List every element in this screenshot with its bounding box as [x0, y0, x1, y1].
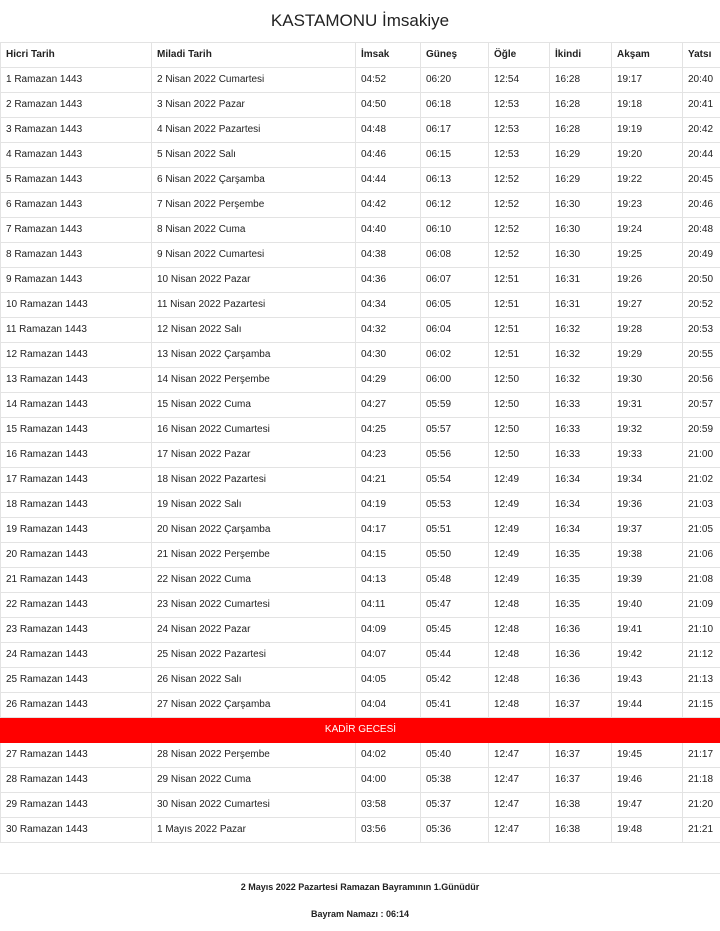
gunes-time-cell: 06:12 — [421, 193, 489, 218]
imsak-time-cell: 04:23 — [356, 443, 421, 468]
imsak-time-cell: 04:17 — [356, 518, 421, 543]
yatsi-time-cell: 21:09 — [683, 593, 720, 618]
yatsi-time-cell: 21:13 — [683, 668, 720, 693]
yatsi-time-cell: 21:15 — [683, 693, 720, 718]
hicri-date-cell: 7 Ramazan 1443 — [1, 218, 152, 243]
imsak-time-cell: 04:05 — [356, 668, 421, 693]
ogle-time-cell: 12:50 — [489, 368, 550, 393]
gunes-time-cell: 05:53 — [421, 493, 489, 518]
yatsi-time-cell: 21:18 — [683, 768, 720, 793]
table-row — [1, 93, 720, 118]
aksam-time-cell: 19:48 — [612, 818, 683, 843]
table-row — [1, 643, 720, 668]
aksam-time-cell: 19:40 — [612, 593, 683, 618]
gunes-time-cell: 05:48 — [421, 568, 489, 593]
aksam-time-cell: 19:38 — [612, 543, 683, 568]
gunes-time-cell: 05:45 — [421, 618, 489, 643]
ikindi-time-cell: 16:31 — [550, 268, 612, 293]
gunes-time-cell: 05:36 — [421, 818, 489, 843]
ikindi-time-cell: 16:38 — [550, 818, 612, 843]
imsak-time-cell: 04:13 — [356, 568, 421, 593]
ogle-time-cell: 12:53 — [489, 93, 550, 118]
hicri-date-cell: 19 Ramazan 1443 — [1, 518, 152, 543]
miladi-date-cell: 8 Nisan 2022 Cuma — [152, 218, 356, 243]
ikindi-time-cell: 16:35 — [550, 568, 612, 593]
hicri-date-cell: 24 Ramazan 1443 — [1, 643, 152, 668]
yatsi-time-cell: 20:44 — [683, 143, 720, 168]
ogle-time-cell: 12:51 — [489, 268, 550, 293]
hicri-date-cell: 2 Ramazan 1443 — [1, 93, 152, 118]
miladi-date-cell: 16 Nisan 2022 Cumartesi — [152, 418, 356, 443]
miladi-date-cell: 15 Nisan 2022 Cuma — [152, 393, 356, 418]
imsak-time-cell: 04:46 — [356, 143, 421, 168]
gunes-time-cell: 06:08 — [421, 243, 489, 268]
gunes-time-cell: 05:54 — [421, 468, 489, 493]
table-row — [1, 243, 720, 268]
ogle-time-cell: 12:48 — [489, 593, 550, 618]
aksam-time-cell: 19:34 — [612, 468, 683, 493]
ogle-time-cell: 12:54 — [489, 68, 550, 93]
yatsi-time-cell: 20:53 — [683, 318, 720, 343]
ikindi-time-cell: 16:30 — [550, 243, 612, 268]
gunes-time-cell: 06:15 — [421, 143, 489, 168]
aksam-time-cell: 19:17 — [612, 68, 683, 93]
hicri-date-cell: 28 Ramazan 1443 — [1, 768, 152, 793]
yatsi-time-cell: 20:50 — [683, 268, 720, 293]
aksam-time-cell: 19:28 — [612, 318, 683, 343]
hicri-date-cell: 30 Ramazan 1443 — [1, 818, 152, 843]
ikindi-time-cell: 16:30 — [550, 193, 612, 218]
gunes-time-cell: 06:17 — [421, 118, 489, 143]
gunes-time-cell: 06:05 — [421, 293, 489, 318]
gunes-time-cell: 05:37 — [421, 793, 489, 818]
hicri-date-cell: 1 Ramazan 1443 — [1, 68, 152, 93]
imsak-time-cell: 04:52 — [356, 68, 421, 93]
yatsi-time-cell: 20:55 — [683, 343, 720, 368]
gunes-time-cell: 05:56 — [421, 443, 489, 468]
hicri-date-cell: 22 Ramazan 1443 — [1, 593, 152, 618]
aksam-time-cell: 19:23 — [612, 193, 683, 218]
miladi-date-cell: 25 Nisan 2022 Pazartesi — [152, 643, 356, 668]
aksam-time-cell: 19:37 — [612, 518, 683, 543]
gunes-time-cell: 06:10 — [421, 218, 489, 243]
hicri-date-cell: 5 Ramazan 1443 — [1, 168, 152, 193]
yatsi-time-cell: 20:52 — [683, 293, 720, 318]
ikindi-time-cell: 16:31 — [550, 293, 612, 318]
yatsi-time-cell: 20:49 — [683, 243, 720, 268]
table-row — [1, 443, 720, 468]
miladi-date-cell: 29 Nisan 2022 Cuma — [152, 768, 356, 793]
yatsi-time-cell: 21:20 — [683, 793, 720, 818]
hicri-date-cell: 12 Ramazan 1443 — [1, 343, 152, 368]
table-row — [1, 568, 720, 593]
imsak-time-cell: 04:38 — [356, 243, 421, 268]
imsak-time-cell: 04:19 — [356, 493, 421, 518]
miladi-date-cell: 7 Nisan 2022 Perşembe — [152, 193, 356, 218]
ikindi-time-cell: 16:28 — [550, 118, 612, 143]
imsak-time-cell: 04:40 — [356, 218, 421, 243]
miladi-date-cell: 18 Nisan 2022 Pazartesi — [152, 468, 356, 493]
miladi-date-cell: 19 Nisan 2022 Salı — [152, 493, 356, 518]
yatsi-time-cell: 21:12 — [683, 643, 720, 668]
table-row — [1, 618, 720, 643]
table-row — [1, 218, 720, 243]
footer — [0, 873, 720, 931]
aksam-time-cell: 19:30 — [612, 368, 683, 393]
hicri-date-cell: 8 Ramazan 1443 — [1, 243, 152, 268]
ikindi-time-cell: 16:34 — [550, 518, 612, 543]
table-row — [1, 268, 720, 293]
ogle-time-cell: 12:53 — [489, 143, 550, 168]
gunes-time-cell: 06:18 — [421, 93, 489, 118]
miladi-date-cell: 5 Nisan 2022 Salı — [152, 143, 356, 168]
hicri-date-cell: 17 Ramazan 1443 — [1, 468, 152, 493]
table-row — [1, 493, 720, 518]
table-header-row — [1, 43, 720, 68]
table-row — [1, 143, 720, 168]
gunes-time-cell: 05:40 — [421, 743, 489, 768]
aksam-time-cell: 19:20 — [612, 143, 683, 168]
aksam-time-cell: 19:19 — [612, 118, 683, 143]
miladi-date-cell: 23 Nisan 2022 Cumartesi — [152, 593, 356, 618]
hicri-date-cell: 15 Ramazan 1443 — [1, 418, 152, 443]
bayram-note: 2 Mayıs 2022 Pazartesi Ramazan Bayramının 1.Günüdür — [0, 882, 720, 892]
miladi-date-cell: 10 Nisan 2022 Pazar — [152, 268, 356, 293]
column-header-miladi: Miladi Tarih — [152, 43, 356, 68]
yatsi-time-cell: 21:02 — [683, 468, 720, 493]
aksam-time-cell: 19:44 — [612, 693, 683, 718]
miladi-date-cell: 9 Nisan 2022 Cumartesi — [152, 243, 356, 268]
yatsi-time-cell: 21:00 — [683, 443, 720, 468]
miladi-date-cell: 12 Nisan 2022 Salı — [152, 318, 356, 343]
gunes-time-cell: 05:50 — [421, 543, 489, 568]
imsak-time-cell: 04:50 — [356, 93, 421, 118]
table-row — [1, 368, 720, 393]
miladi-date-cell: 27 Nisan 2022 Çarşamba — [152, 693, 356, 718]
miladi-date-cell: 13 Nisan 2022 Çarşamba — [152, 343, 356, 368]
miladi-date-cell: 11 Nisan 2022 Pazartesi — [152, 293, 356, 318]
ogle-time-cell: 12:50 — [489, 418, 550, 443]
yatsi-time-cell: 20:45 — [683, 168, 720, 193]
table-row — [1, 193, 720, 218]
ogle-time-cell: 12:49 — [489, 518, 550, 543]
gunes-time-cell: 05:44 — [421, 643, 489, 668]
column-header-hicri: Hicri Tarih — [1, 43, 152, 68]
miladi-date-cell: 24 Nisan 2022 Pazar — [152, 618, 356, 643]
aksam-time-cell: 19:29 — [612, 343, 683, 368]
ikindi-time-cell: 16:34 — [550, 468, 612, 493]
hicri-date-cell: 14 Ramazan 1443 — [1, 393, 152, 418]
table-row — [1, 168, 720, 193]
ikindi-time-cell: 16:29 — [550, 143, 612, 168]
ogle-time-cell: 12:50 — [489, 443, 550, 468]
aksam-time-cell: 19:33 — [612, 443, 683, 468]
imsak-time-cell: 04:04 — [356, 693, 421, 718]
ogle-time-cell: 12:49 — [489, 468, 550, 493]
imsak-time-cell: 04:29 — [356, 368, 421, 393]
imsak-time-cell: 04:00 — [356, 768, 421, 793]
imsak-time-cell: 04:25 — [356, 418, 421, 443]
gunes-time-cell: 06:20 — [421, 68, 489, 93]
ogle-time-cell: 12:51 — [489, 318, 550, 343]
aksam-time-cell: 19:25 — [612, 243, 683, 268]
gunes-time-cell: 06:13 — [421, 168, 489, 193]
yatsi-time-cell: 21:10 — [683, 618, 720, 643]
gunes-time-cell: 05:57 — [421, 418, 489, 443]
miladi-date-cell: 6 Nisan 2022 Çarşamba — [152, 168, 356, 193]
table-row — [1, 793, 720, 818]
column-header-yatsi: Yatsı — [683, 43, 720, 68]
ogle-time-cell: 12:51 — [489, 293, 550, 318]
gunes-time-cell: 05:59 — [421, 393, 489, 418]
ikindi-time-cell: 16:36 — [550, 668, 612, 693]
ogle-time-cell: 12:52 — [489, 218, 550, 243]
ikindi-time-cell: 16:37 — [550, 693, 612, 718]
imsak-time-cell: 04:32 — [356, 318, 421, 343]
table-row — [1, 693, 720, 718]
miladi-date-cell: 3 Nisan 2022 Pazar — [152, 93, 356, 118]
yatsi-time-cell: 20:42 — [683, 118, 720, 143]
aksam-time-cell: 19:31 — [612, 393, 683, 418]
aksam-time-cell: 19:24 — [612, 218, 683, 243]
miladi-date-cell: 20 Nisan 2022 Çarşamba — [152, 518, 356, 543]
miladi-date-cell: 26 Nisan 2022 Salı — [152, 668, 356, 693]
ikindi-time-cell: 16:33 — [550, 443, 612, 468]
hicri-date-cell: 29 Ramazan 1443 — [1, 793, 152, 818]
imsak-time-cell: 04:02 — [356, 743, 421, 768]
ogle-time-cell: 12:48 — [489, 693, 550, 718]
ikindi-time-cell: 16:29 — [550, 168, 612, 193]
aksam-time-cell: 19:41 — [612, 618, 683, 643]
imsak-time-cell: 03:58 — [356, 793, 421, 818]
table-row — [1, 543, 720, 568]
aksam-time-cell: 19:18 — [612, 93, 683, 118]
table-row — [1, 468, 720, 493]
hicri-date-cell: 13 Ramazan 1443 — [1, 368, 152, 393]
imsak-time-cell: 04:48 — [356, 118, 421, 143]
ikindi-time-cell: 16:33 — [550, 393, 612, 418]
table-row — [1, 68, 720, 93]
table-row — [1, 593, 720, 618]
aksam-time-cell: 19:47 — [612, 793, 683, 818]
gunes-time-cell: 06:02 — [421, 343, 489, 368]
miladi-date-cell: 17 Nisan 2022 Pazar — [152, 443, 356, 468]
ikindi-time-cell: 16:35 — [550, 593, 612, 618]
hicri-date-cell: 10 Ramazan 1443 — [1, 293, 152, 318]
imsak-time-cell: 04:42 — [356, 193, 421, 218]
aksam-time-cell: 19:36 — [612, 493, 683, 518]
column-header-gunes: Güneş — [421, 43, 489, 68]
table-row — [1, 393, 720, 418]
aksam-time-cell: 19:46 — [612, 768, 683, 793]
miladi-date-cell: 14 Nisan 2022 Perşembe — [152, 368, 356, 393]
table-row — [1, 318, 720, 343]
ikindi-time-cell: 16:36 — [550, 618, 612, 643]
ogle-time-cell: 12:51 — [489, 343, 550, 368]
ogle-time-cell: 12:49 — [489, 493, 550, 518]
yatsi-time-cell: 21:06 — [683, 543, 720, 568]
gunes-time-cell: 05:41 — [421, 693, 489, 718]
table-row — [1, 343, 720, 368]
ikindi-time-cell: 16:37 — [550, 743, 612, 768]
column-header-imsak: İmsak — [356, 43, 421, 68]
ogle-time-cell: 12:50 — [489, 393, 550, 418]
yatsi-time-cell: 20:57 — [683, 393, 720, 418]
hicri-date-cell: 9 Ramazan 1443 — [1, 268, 152, 293]
ikindi-time-cell: 16:36 — [550, 643, 612, 668]
miladi-date-cell: 28 Nisan 2022 Perşembe — [152, 743, 356, 768]
table-row — [1, 118, 720, 143]
yatsi-time-cell: 21:08 — [683, 568, 720, 593]
hicri-date-cell: 25 Ramazan 1443 — [1, 668, 152, 693]
kadir-gecesi-row — [1, 718, 720, 743]
page-title: KASTAMONU İmsakiye — [0, 8, 720, 34]
hicri-date-cell: 27 Ramazan 1443 — [1, 743, 152, 768]
imsak-time-cell: 03:56 — [356, 818, 421, 843]
hicri-date-cell: 23 Ramazan 1443 — [1, 618, 152, 643]
ikindi-time-cell: 16:28 — [550, 93, 612, 118]
yatsi-time-cell: 20:56 — [683, 368, 720, 393]
imsak-time-cell: 04:11 — [356, 593, 421, 618]
ikindi-time-cell: 16:34 — [550, 493, 612, 518]
yatsi-time-cell: 20:41 — [683, 93, 720, 118]
table-row — [1, 668, 720, 693]
column-header-aksam: Akşam — [612, 43, 683, 68]
ogle-time-cell: 12:48 — [489, 668, 550, 693]
ikindi-time-cell: 16:35 — [550, 543, 612, 568]
yatsi-time-cell: 20:59 — [683, 418, 720, 443]
imsakiye-table — [0, 42, 720, 843]
yatsi-time-cell: 21:21 — [683, 818, 720, 843]
gunes-time-cell: 05:42 — [421, 668, 489, 693]
ogle-time-cell: 12:47 — [489, 818, 550, 843]
bayram-namazi: Bayram Namazı : 06:14 — [0, 909, 720, 919]
ogle-time-cell: 12:47 — [489, 768, 550, 793]
ogle-time-cell: 12:52 — [489, 168, 550, 193]
imsak-time-cell: 04:07 — [356, 643, 421, 668]
gunes-time-cell: 06:00 — [421, 368, 489, 393]
aksam-time-cell: 19:43 — [612, 668, 683, 693]
hicri-date-cell: 4 Ramazan 1443 — [1, 143, 152, 168]
yatsi-time-cell: 21:05 — [683, 518, 720, 543]
yatsi-time-cell: 20:40 — [683, 68, 720, 93]
ogle-time-cell: 12:47 — [489, 743, 550, 768]
miladi-date-cell: 2 Nisan 2022 Cumartesi — [152, 68, 356, 93]
hicri-date-cell: 26 Ramazan 1443 — [1, 693, 152, 718]
ogle-time-cell: 12:48 — [489, 643, 550, 668]
ogle-time-cell: 12:52 — [489, 193, 550, 218]
imsak-time-cell: 04:09 — [356, 618, 421, 643]
imsak-time-cell: 04:44 — [356, 168, 421, 193]
imsak-time-cell: 04:27 — [356, 393, 421, 418]
ikindi-time-cell: 16:28 — [550, 68, 612, 93]
table-row — [1, 518, 720, 543]
aksam-time-cell: 19:22 — [612, 168, 683, 193]
ogle-time-cell: 12:48 — [489, 618, 550, 643]
miladi-date-cell: 4 Nisan 2022 Pazartesi — [152, 118, 356, 143]
column-header-ogle: Öğle — [489, 43, 550, 68]
table-row — [1, 818, 720, 843]
miladi-date-cell: 21 Nisan 2022 Perşembe — [152, 543, 356, 568]
yatsi-time-cell: 21:03 — [683, 493, 720, 518]
imsak-time-cell: 04:34 — [356, 293, 421, 318]
ikindi-time-cell: 16:37 — [550, 768, 612, 793]
table-row — [1, 418, 720, 443]
miladi-date-cell: 22 Nisan 2022 Cuma — [152, 568, 356, 593]
ikindi-time-cell: 16:38 — [550, 793, 612, 818]
imsak-time-cell: 04:36 — [356, 268, 421, 293]
ikindi-time-cell: 16:30 — [550, 218, 612, 243]
gunes-time-cell: 06:04 — [421, 318, 489, 343]
hicri-date-cell: 18 Ramazan 1443 — [1, 493, 152, 518]
yatsi-time-cell: 20:46 — [683, 193, 720, 218]
ikindi-time-cell: 16:32 — [550, 368, 612, 393]
hicri-date-cell: 21 Ramazan 1443 — [1, 568, 152, 593]
imsak-time-cell: 04:30 — [356, 343, 421, 368]
gunes-time-cell: 05:47 — [421, 593, 489, 618]
aksam-time-cell: 19:45 — [612, 743, 683, 768]
miladi-date-cell: 1 Mayıs 2022 Pazar — [152, 818, 356, 843]
aksam-time-cell: 19:27 — [612, 293, 683, 318]
aksam-time-cell: 19:32 — [612, 418, 683, 443]
hicri-date-cell: 20 Ramazan 1443 — [1, 543, 152, 568]
aksam-time-cell: 19:42 — [612, 643, 683, 668]
table-row — [1, 293, 720, 318]
gunes-time-cell: 06:07 — [421, 268, 489, 293]
imsak-time-cell: 04:15 — [356, 543, 421, 568]
ogle-time-cell: 12:49 — [489, 568, 550, 593]
imsak-time-cell: 04:21 — [356, 468, 421, 493]
column-header-ikindi: İkindi — [550, 43, 612, 68]
ogle-time-cell: 12:52 — [489, 243, 550, 268]
ikindi-time-cell: 16:33 — [550, 418, 612, 443]
miladi-date-cell: 30 Nisan 2022 Cumartesi — [152, 793, 356, 818]
aksam-time-cell: 19:39 — [612, 568, 683, 593]
yatsi-time-cell: 21:17 — [683, 743, 720, 768]
gunes-time-cell: 05:51 — [421, 518, 489, 543]
ikindi-time-cell: 16:32 — [550, 318, 612, 343]
ogle-time-cell: 12:47 — [489, 793, 550, 818]
table-row — [1, 743, 720, 768]
ikindi-time-cell: 16:32 — [550, 343, 612, 368]
aksam-time-cell: 19:26 — [612, 268, 683, 293]
hicri-date-cell: 6 Ramazan 1443 — [1, 193, 152, 218]
gunes-time-cell: 05:38 — [421, 768, 489, 793]
table-row — [1, 768, 720, 793]
ogle-time-cell: 12:53 — [489, 118, 550, 143]
hicri-date-cell: 16 Ramazan 1443 — [1, 443, 152, 468]
hicri-date-cell: 3 Ramazan 1443 — [1, 118, 152, 143]
kadir-gecesi-label: KADİR GECESİ — [1, 718, 720, 743]
hicri-date-cell: 11 Ramazan 1443 — [1, 318, 152, 343]
ogle-time-cell: 12:49 — [489, 543, 550, 568]
yatsi-time-cell: 20:48 — [683, 218, 720, 243]
